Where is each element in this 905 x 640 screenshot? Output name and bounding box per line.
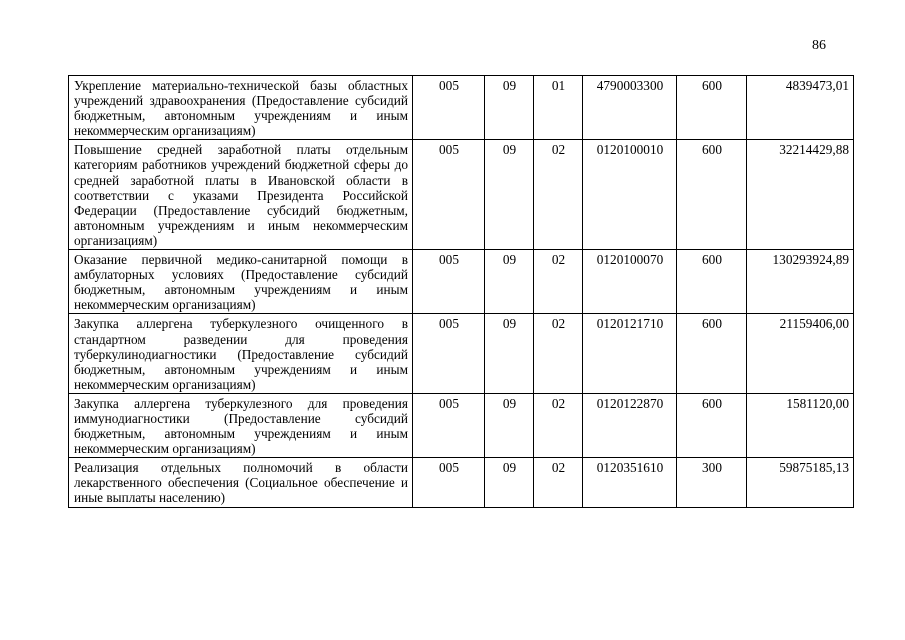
table-row	[69, 314, 854, 393]
row-target-item-code: 0120100010	[583, 140, 677, 250]
table-row	[69, 76, 854, 140]
table-row	[69, 250, 854, 314]
row-ministry-code: 005	[413, 76, 485, 140]
row-section-code: 09	[485, 250, 534, 314]
row-expense-type-code: 600	[677, 393, 747, 457]
row-section-code: 09	[485, 140, 534, 250]
row-section-code: 09	[485, 314, 534, 393]
row-target-item-code: 0120100070	[583, 250, 677, 314]
row-amount: 59875185,13	[747, 458, 854, 507]
row-expense-type-code: 600	[677, 76, 747, 140]
table-row	[69, 393, 854, 457]
row-ministry-code: 005	[413, 314, 485, 393]
row-subsection-code: 02	[534, 458, 583, 507]
row-description: Реализация отдельных полномочий в области лекарственного обеспечения (Социальное обеспечение и иные выплаты населению)	[69, 458, 413, 507]
row-expense-type-code: 600	[677, 140, 747, 250]
row-section-code: 09	[485, 393, 534, 457]
row-description: Укрепление материально-технической базы областных учреждений здравоохранения (Предоставление субсидий бюджетным, автономным учреждениям и иным некоммерческим организациям)	[69, 76, 413, 140]
row-target-item-code: 0120351610	[583, 458, 677, 507]
page-number: 86	[812, 38, 826, 53]
row-ministry-code: 005	[413, 250, 485, 314]
row-expense-type-code: 300	[677, 458, 747, 507]
table-row	[69, 140, 854, 250]
row-amount: 21159406,00	[747, 314, 854, 393]
row-description: Закупка аллергена туберкулезного очищенного в стандартном разведении для проведения туберкулинодиагностики (Предоставление субсидий бюджетным, автономным учреждениям и иным некоммерческим организациям)	[69, 314, 413, 393]
row-amount: 130293924,89	[747, 250, 854, 314]
row-ministry-code: 005	[413, 458, 485, 507]
row-description: Оказание первичной медико-санитарной помощи в амбулаторных условиях (Предоставление субсидий бюджетным, автономным учреждениям и иным некоммерческим организациям)	[69, 250, 413, 314]
row-subsection-code: 02	[534, 314, 583, 393]
row-target-item-code: 0120121710	[583, 314, 677, 393]
row-subsection-code: 02	[534, 393, 583, 457]
row-section-code: 09	[485, 458, 534, 507]
budget-table	[68, 75, 854, 508]
row-description: Повышение средней заработной платы отдельным категориям работников учреждений бюджетной сферы до средней заработной платы в Ивановской области в соответствии с указами Президента Российской Федерации (Предоставление субсидий бюджетным, автономным учреждениям и иным некоммерческим организациям)	[69, 140, 413, 250]
row-amount: 4839473,01	[747, 76, 854, 140]
row-amount: 32214429,88	[747, 140, 854, 250]
row-amount: 1581120,00	[747, 393, 854, 457]
row-target-item-code: 4790003300	[583, 76, 677, 140]
row-expense-type-code: 600	[677, 314, 747, 393]
row-expense-type-code: 600	[677, 250, 747, 314]
table-row	[69, 458, 854, 507]
row-subsection-code: 01	[534, 76, 583, 140]
row-target-item-code: 0120122870	[583, 393, 677, 457]
row-ministry-code: 005	[413, 140, 485, 250]
row-ministry-code: 005	[413, 393, 485, 457]
row-subsection-code: 02	[534, 140, 583, 250]
row-subsection-code: 02	[534, 250, 583, 314]
row-description: Закупка аллергена туберкулезного для проведения иммунодиагностики (Предоставление субсидий бюджетным, автономным учреждениям и иным некоммерческим организациям)	[69, 393, 413, 457]
row-section-code: 09	[485, 76, 534, 140]
